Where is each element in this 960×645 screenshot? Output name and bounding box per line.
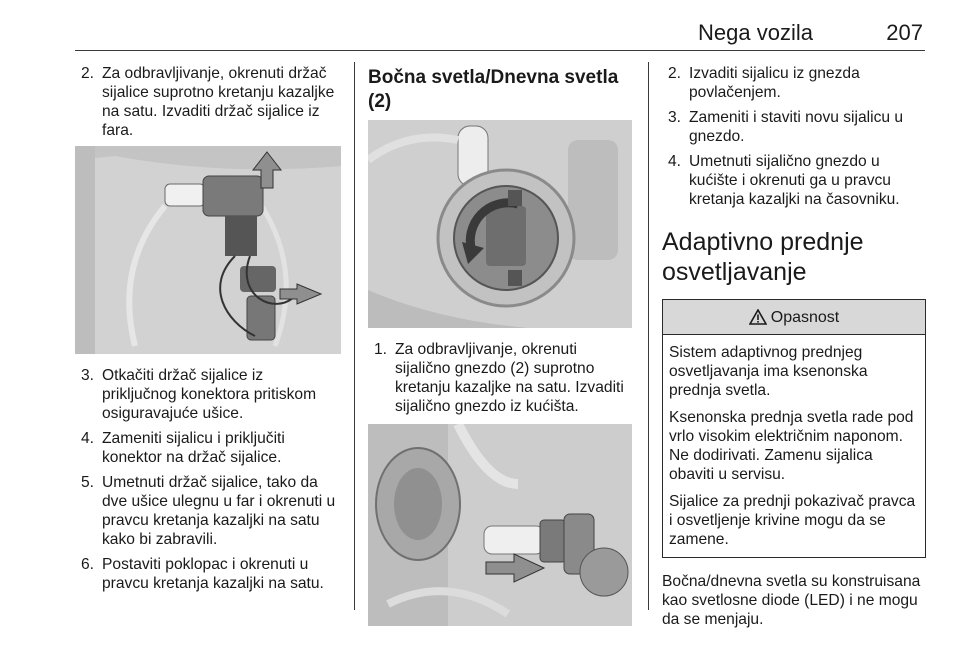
column-left	[75, 64, 341, 599]
column-middle	[368, 64, 633, 626]
figure-bulb-insert	[368, 424, 632, 626]
step-item	[662, 64, 926, 102]
section-title: Nega vozila	[698, 20, 813, 45]
step-number: 6.	[81, 556, 95, 573]
step-number: 3.	[81, 367, 95, 384]
column-divider-left	[354, 62, 355, 610]
led-note: Bočna/dnevna svetla su konstruisana kao svetlosne diode (LED) i ne mogu da se menjaju.	[662, 573, 921, 628]
column-right	[662, 64, 926, 645]
warning-paragraph: Sistem adaptivnog prednjeg osvetljavanja ima ksenonska prednja svetla.	[669, 344, 868, 399]
section-heading: Bočna svetla/Dnevna svetla (2)	[368, 67, 619, 112]
warning-triangle-icon	[749, 309, 767, 325]
step-item	[75, 555, 341, 593]
warning-title: Opasnost	[770, 308, 840, 326]
step-text: Zameniti sijalicu i priključiti konektor na držač sijalice.	[102, 430, 285, 466]
step-item	[662, 152, 926, 209]
step-number: 4.	[81, 430, 95, 447]
step-text: Za odbravljivanje, okrenuti sijalično gnezdo (2) suprotno kretanju kazaljke na satu. Izvaditi sijalično gnezdo iz kućišta.	[395, 341, 624, 415]
step-number: 2.	[81, 65, 95, 82]
heading-line: Adaptivno prednje	[662, 228, 864, 256]
heading-line: osvetljavanje	[662, 258, 807, 286]
figure-socket-rotate	[368, 120, 632, 328]
step-text: Zameniti i staviti novu sijalicu u gnezdo.	[689, 109, 904, 145]
warning-paragraph: Sijalice za prednji pokazivač pravca i osvetljenje krivine mogu da se zamene.	[669, 493, 916, 548]
warning-paragraph: Ksenonska prednja svetla rade pod vrlo visokim električnim naponom. Ne dodirivati. Zamenu sijalica obaviti u servisu.	[669, 409, 914, 483]
step-text: Umetnuti sijalično gnezdo u kućište i okrenuti ga u pravcu kretanja kazaljki na časovniku.	[689, 153, 900, 208]
step-number: 2.	[668, 65, 682, 82]
step-number: 5.	[81, 474, 95, 491]
step-number: 1.	[374, 341, 388, 358]
step-item	[662, 108, 926, 146]
step-item	[368, 340, 633, 416]
step-text: Izvaditi sijalicu iz gnezda povlačenjem.	[689, 65, 860, 101]
step-text: Umetnuti držač sijalice, tako da dve ušice ulegnu u far i okrenuti u pravcu kretanja kazaljki na satu kako bi zabravili.	[102, 474, 336, 548]
step-item	[75, 64, 341, 140]
step-text: Otkačiti držač sijalice iz priključnog konektora pritiskom osiguravajuće ušice.	[102, 367, 317, 422]
page-header	[75, 0, 925, 52]
step-item	[75, 473, 341, 549]
step-number: 4.	[668, 153, 682, 170]
step-text: Postaviti poklopac i okrenuti u pravcu kretanja kazaljki na satu.	[102, 556, 324, 592]
warning-body	[663, 335, 925, 557]
header-rule	[75, 50, 925, 51]
warning-title-bar	[663, 300, 925, 335]
figure-bulb-holder	[75, 146, 341, 354]
step-number: 3.	[668, 109, 682, 126]
column-divider-right	[648, 62, 649, 610]
step-item	[75, 366, 341, 423]
page-number: 207	[886, 20, 923, 45]
section-heading-adaptive	[662, 227, 926, 287]
step-text: Za odbravljivanje, okrenuti držač sijalice suprotno kretanju kazaljke na satu. Izvaditi držač sijalice iz fara.	[102, 65, 335, 139]
warning-box	[662, 299, 926, 558]
step-item	[75, 429, 341, 467]
